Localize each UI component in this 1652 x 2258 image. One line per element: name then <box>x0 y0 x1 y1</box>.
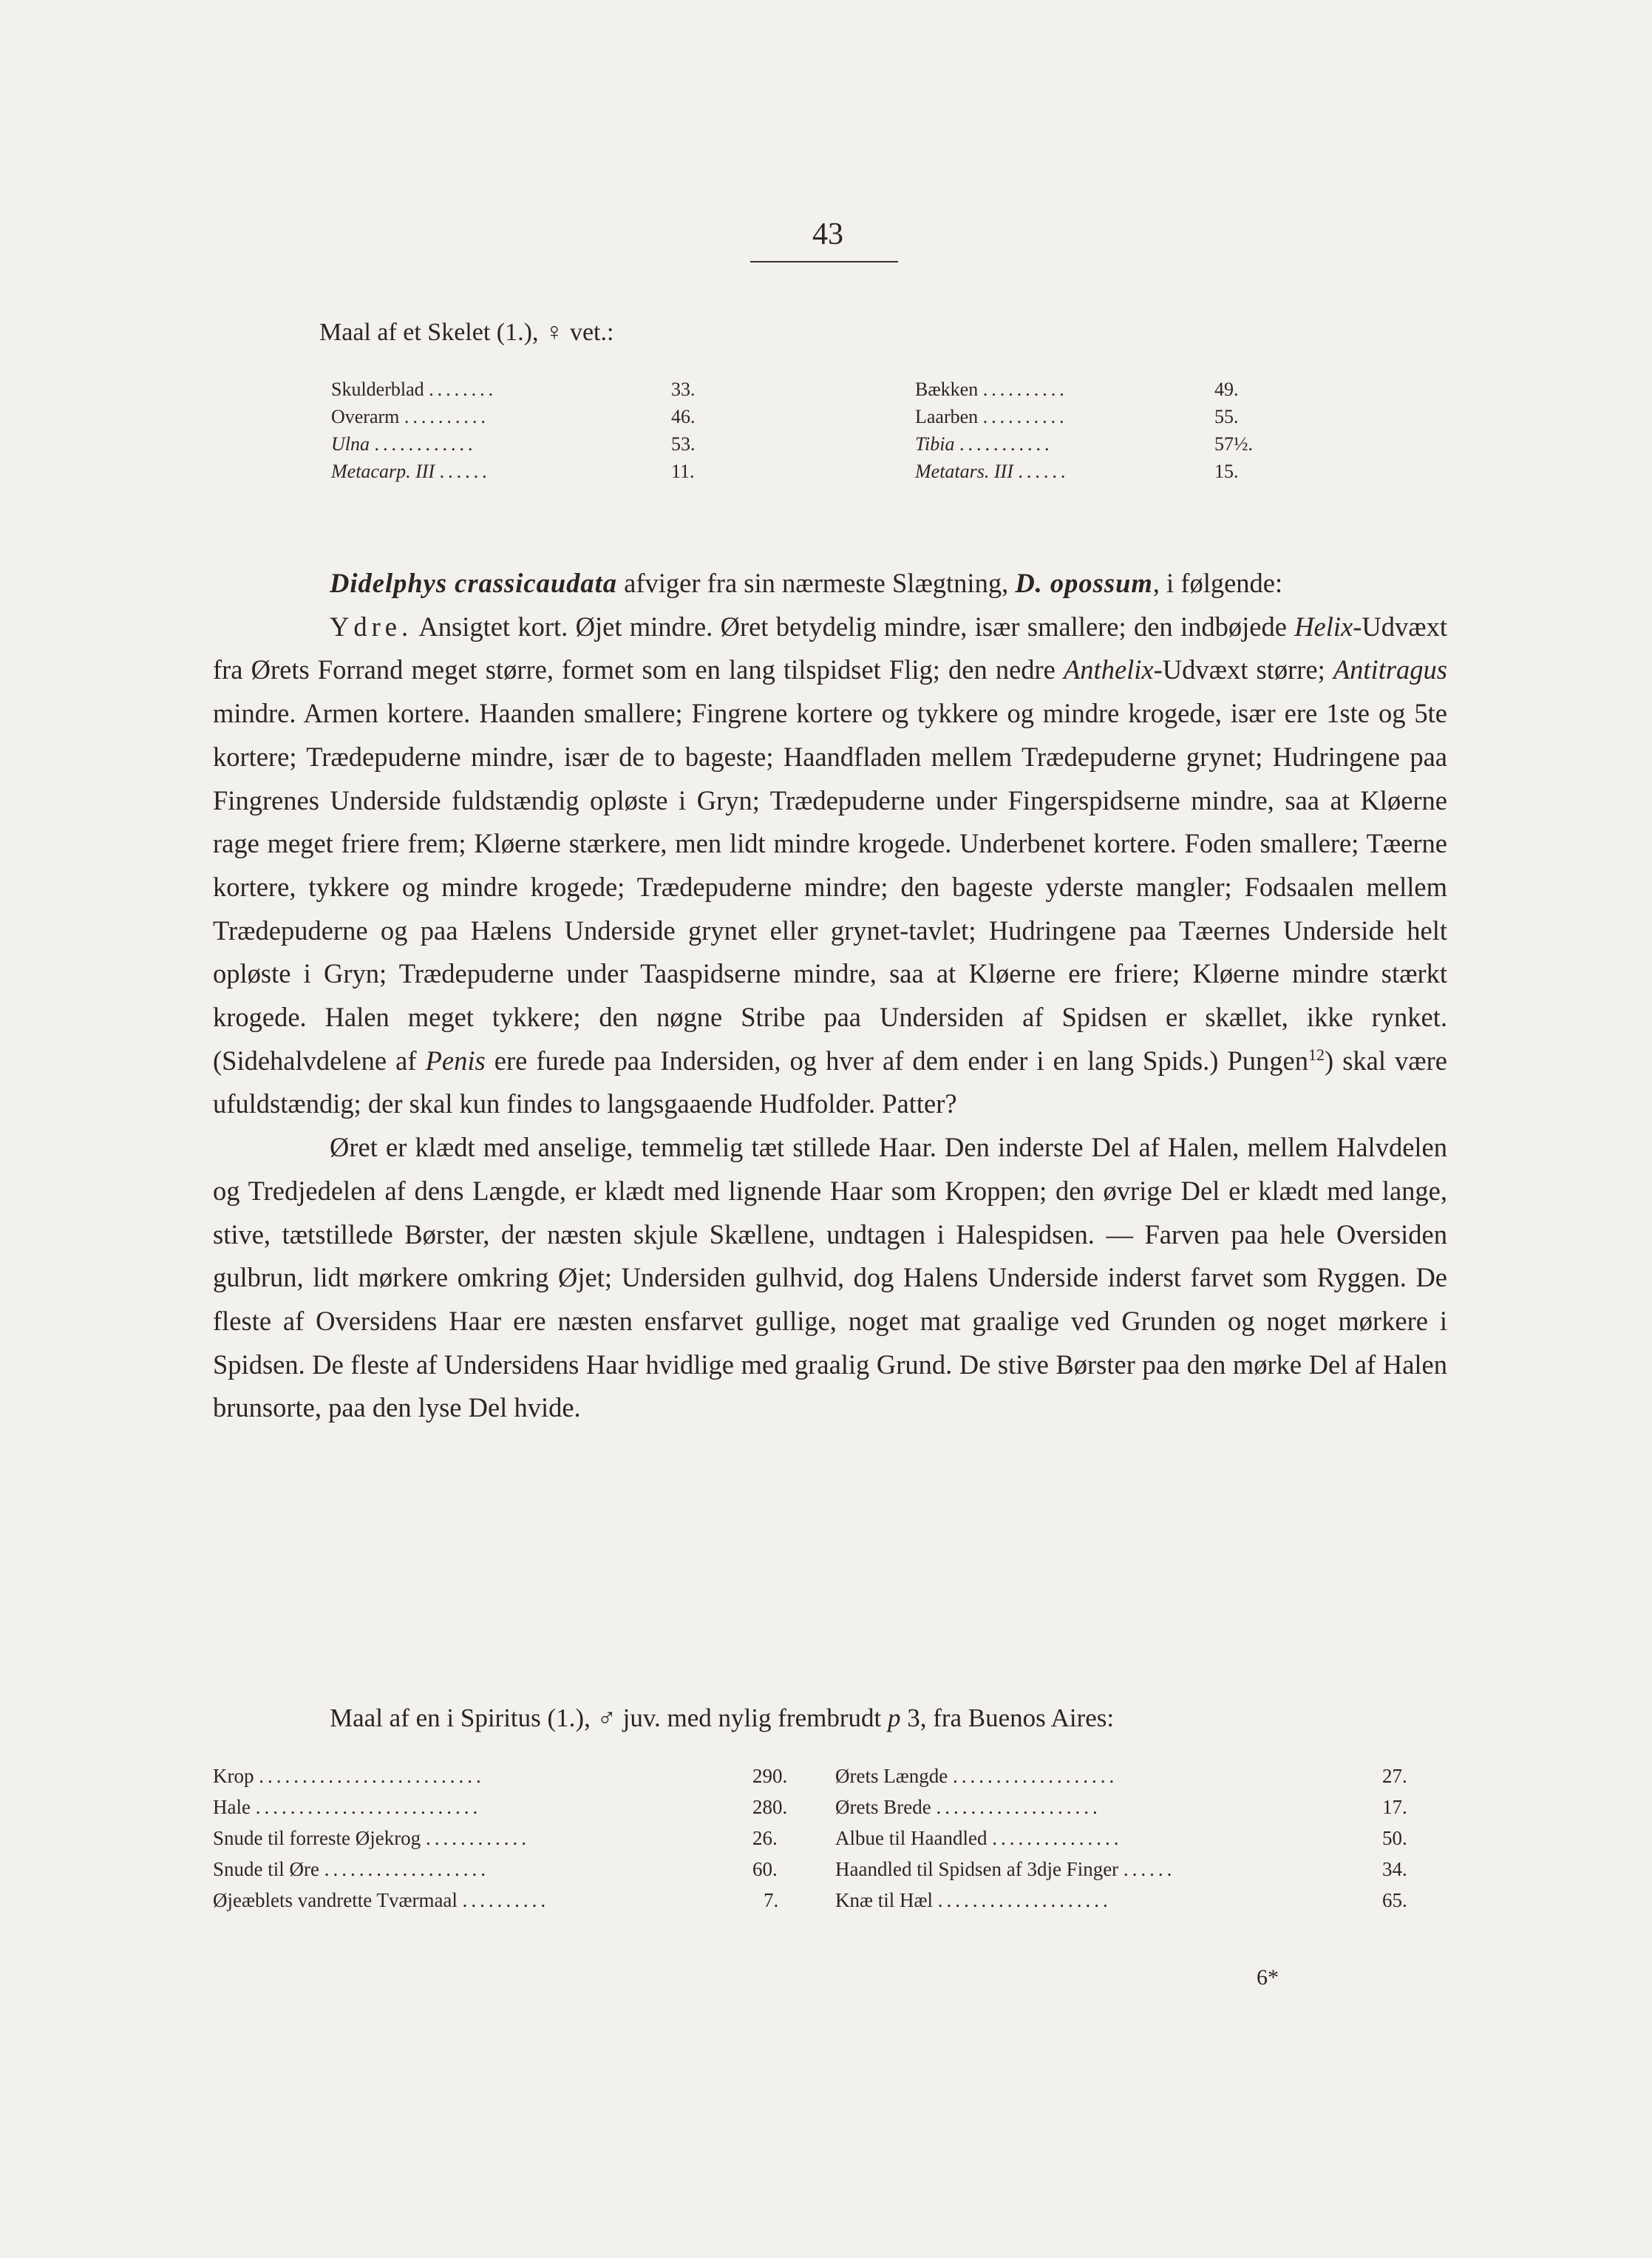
leader-dots: ........... <box>959 433 1053 455</box>
measurement-row <box>835 1792 1407 1822</box>
skeleton-row <box>331 432 745 457</box>
leader-dots: .......... <box>462 1889 550 1911</box>
species-name: Didelphys crassicaudata <box>330 568 618 598</box>
leader-dots: ...... <box>439 461 491 482</box>
measurement-label: Krop <box>213 1765 254 1787</box>
leader-dots: ................... <box>936 1796 1101 1818</box>
skeleton-row <box>331 459 745 484</box>
signature-mark: 6* <box>1257 1965 1279 1990</box>
skeleton-row <box>915 377 1285 402</box>
measurement-value: 27. <box>1382 1765 1407 1787</box>
skeleton-label: Skulderblad <box>331 379 424 400</box>
skeleton-label: Ulna <box>331 433 370 455</box>
page-number-rule <box>750 261 898 262</box>
skeleton-row <box>915 404 1285 430</box>
measurement-value: 290. <box>752 1765 788 1787</box>
paragraph-intro: Didelphys crassicaudata afviger fra sin nærmeste Slægtning, D. opossum, i følgende: <box>330 568 1283 598</box>
measurement-label: Ørets Længde <box>835 1765 948 1787</box>
species-name: D. opossum <box>1015 568 1153 598</box>
skeleton-row <box>331 377 745 402</box>
measurement-value: 280. <box>752 1796 788 1818</box>
measurement-label: Haandled til Spidsen af 3dje Finger <box>835 1858 1119 1880</box>
skeleton-value: 11. <box>671 461 695 482</box>
male-symbol: ♂ <box>596 1703 616 1732</box>
skeleton-label: Tibia <box>915 433 955 455</box>
footnote-ref: 12 <box>1308 1045 1325 1064</box>
spirit-caption: Maal af en i Spiritus (1.), ♂ juv. med nylig frembrudt p 3, fra Buenos Aires: <box>330 1703 1115 1732</box>
skeleton-caption-suffix: vet.: <box>563 319 614 346</box>
leader-dots: .......................... <box>259 1765 485 1787</box>
section-heading: Ydre. <box>330 611 413 642</box>
measurement-value: 7. <box>764 1889 779 1911</box>
skeleton-value: 55. <box>1214 406 1239 427</box>
leader-dots: ........ <box>429 379 497 400</box>
skeleton-row <box>915 459 1285 484</box>
skeleton-value: 49. <box>1214 379 1239 400</box>
measurement-row <box>835 1854 1407 1884</box>
leader-dots: .......... <box>982 379 1068 400</box>
leader-dots: ............ <box>425 1827 530 1849</box>
measurement-row <box>213 1885 779 1915</box>
leader-dots: ................... <box>324 1858 489 1880</box>
measurement-label: Hale <box>213 1796 251 1818</box>
measurement-label: Øjeæblets vandrette Tværmaal <box>213 1889 458 1911</box>
skeleton-value: 57½. <box>1214 433 1253 455</box>
measurement-table <box>213 1761 1432 1924</box>
page-number: 43 <box>812 217 843 251</box>
leader-dots: .................... <box>937 1889 1112 1911</box>
female-symbol: ♀ <box>544 319 564 346</box>
measurement-label: Snude til forreste Øjekrog <box>213 1827 421 1849</box>
leader-dots: ................... <box>952 1765 1118 1787</box>
leader-dots: ...... <box>1018 461 1070 482</box>
measurement-value: 60. <box>752 1858 778 1880</box>
measurement-label: Snude til Øre <box>213 1858 319 1880</box>
skeleton-value: 15. <box>1214 461 1239 482</box>
leader-dots: ............ <box>374 433 477 455</box>
measurement-label: Albue til Haandled <box>835 1827 988 1849</box>
leader-dots: .......... <box>404 406 489 427</box>
body-text <box>213 562 1447 1430</box>
measurement-row <box>835 1823 1407 1853</box>
measurement-row <box>835 1885 1407 1915</box>
measurement-value: 50. <box>1382 1827 1407 1849</box>
skeleton-label: Bækken <box>915 379 979 400</box>
measurement-value: 17. <box>1382 1796 1407 1818</box>
skeleton-value: 33. <box>671 379 696 400</box>
measurement-row <box>213 1792 788 1822</box>
measurement-row <box>213 1854 778 1884</box>
skeleton-row <box>331 404 745 430</box>
paragraph-hair: Øret er klædt med anselige, temmelig tæt stillede Haar. Den inderste Del af Halen, mellem Halvdelen og Tredjedelen af dens Længde, er klædt med lignende Haar som Kroppen; den øvrige Del er klædt med lange, stive, tætstillede Børster, der næsten skjule Skællene, undtagen i Halespidsen. — Farven paa hele Oversiden gulbrun, lidt mørkere omkring Øjet; Undersiden gulhvid, dog Halens Underside inderst farvet som Ryggen. De fleste af Oversidens Haar ere næsten ensfarvet gullige, noget mat graalige ved Grunden og noget mørkere i Spidsen. De fleste af Undersidens Haar hvidlige med graalig Grund. De stive Børster paa den mørke Del af Halen brunsorte, paa den lyse Del hvide. <box>213 1132 1447 1423</box>
measurement-row <box>213 1761 788 1791</box>
leader-dots: .......................... <box>255 1796 482 1818</box>
skeleton-caption-prefix: Maal af et Skelet (1.), <box>319 319 545 346</box>
measurement-label: Knæ til Hæl <box>835 1889 934 1911</box>
leader-dots: .......... <box>982 406 1068 427</box>
skeleton-label: Metatars. III <box>915 461 1013 482</box>
skeleton-label: Metacarp. III <box>331 461 435 482</box>
skeleton-label: Laarben <box>915 406 979 427</box>
skeleton-label: Overarm <box>331 406 400 427</box>
measurement-row <box>213 1823 778 1853</box>
skeleton-value: 53. <box>671 433 696 455</box>
measurement-value: 65. <box>1382 1889 1407 1911</box>
leader-dots: ............... <box>992 1827 1123 1849</box>
skeleton-value: 46. <box>671 406 696 427</box>
skeleton-row <box>915 432 1285 457</box>
measurement-label: Ørets Brede <box>835 1796 931 1818</box>
skeleton-table <box>331 377 1292 488</box>
measurement-row <box>835 1761 1407 1791</box>
measurement-value: 34. <box>1382 1858 1407 1880</box>
skeleton-caption <box>319 316 613 349</box>
paragraph-ydre: Ydre. Ansigtet kort. Øjet mindre. Øret betydelig mindre, især smallere; den indbøjede Helix-Udvæxt fra Ørets Forrand meget større, formet som en lang tilspidset Flig; den nedre Anthelix-Udvæxt større; Antitragus mindre. Armen kortere. Haanden smallere; Fingrene kortere og tykkere og mindre krogede, især ere 1ste og 5te kortere; Trædepuderne mindre, især de to bageste; Haandfladen mellem Trædepuderne grynet; Hudringene paa Fingrenes Underside fuldstændig opløste i Gryn; Trædepuderne under Fingerspidserne mindre, saa at Kløerne rage meget friere frem; Kløerne stærkere, men lidt mindre krogede. Underbenet kortere. Foden smallere; Tæerne kortere, tykkere og mindre krogede; Trædepuderne mindre; den bageste yderste mangler; Fodsaalen mellem Trædepuderne og paa Hælens Underside grynet eller grynet-tavlet; Hudringene paa Tæernes Underside helt opløste i Gryn; Trædepuderne under Taaspidserne mindre, saa at Kløerne ere friere; Kløerne mindre stærkt krogede. Halen meget tykkere; den nøgne Stribe paa Undersiden af Spidsen er skællet, ikke rynket. (Sidehalvdelene af Penis ere furede paa Indersiden, og hver af dem ender i en lang Spids.) Pungen$^{12}$) skal være ufuldstændig; der skal kun findes to langsgaaende Hudfolder. Patter? <box>213 611 1448 1119</box>
leader-dots: ...... <box>1123 1858 1176 1880</box>
measurement-value: 26. <box>752 1827 778 1849</box>
